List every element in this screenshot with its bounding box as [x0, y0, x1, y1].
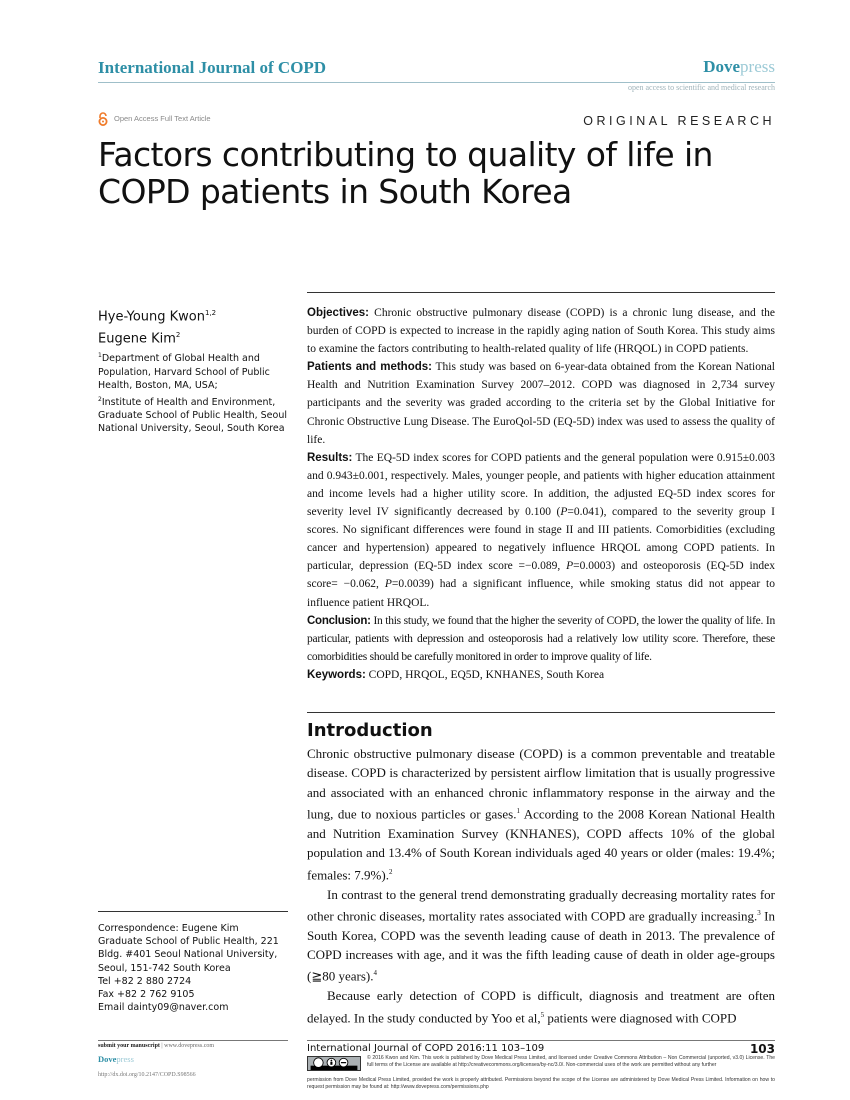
abstract-results: Results: The EQ-5D index scores for COPD patients and the general population were 0.915±0.003 and 0.943±0.001, respectively. Males, younger people, and patients with higher education attainment and income levels had a higher utility score. In addition, the adjusted EQ-5D index scores for severity level IV significantly decreased by 0.100 (P=0.041), compared to the severity group I scores. No significant differences were found in stage II and III patients. Comorbidities (excluding cancer and hypertension) appeared to negatively influence HRQOL among COPD patients. In particular, depression (EQ-5D index score =−0.089, P=0.0003) and osteoporosis (EQ-5D index score= −0.062, P=0.0039) had a significant influence, while smoking status did not appear to influence patient HRQOL. [307, 451, 775, 609]
affiliations [98, 349, 293, 436]
reference-link[interactable]: 2 [388, 867, 393, 876]
abstract-conclusion: Conclusion: In this study, we found that the higher the severity of COPD, the lower the quality of life. In particular, patients with depression and osteoporosis had a relatively low utility score. Therefore, these comorbidities should be carefully monitored in order to improve quality of life. [307, 614, 775, 663]
author-list [98, 304, 298, 349]
reference-link[interactable]: 3 [757, 908, 761, 917]
correspondence-line: Correspondence: Eugene Kim [98, 923, 239, 934]
publisher-tagline: open access to scientific and medical research [627, 83, 775, 92]
footer-dovepress-logo[interactable]: Dovepress [98, 1054, 134, 1064]
doi-link[interactable]: http://dx.doi.org/10.2147/COPD.S98566 [98, 1072, 196, 1078]
creative-commons-badge-icon[interactable] [307, 1056, 361, 1071]
correspondence-line: Bldg. #401 Seoul National University, [98, 949, 278, 961]
abstract-methods: Patients and methods: This study was based on 6-year-data obtained from the Korean National Health and Nutrition Examination Survey 2007–2012. COPD was diagnosed in 2,734 survey participants and the severity was graded according to the criteria set by the Global Initiative for Chronic Obstructive Lung Disease. The EuroQol-5D (EQ-5D) index was used to assess the quality of life. [307, 361, 776, 446]
page-number: 103 [749, 1042, 775, 1056]
introduction-body [307, 744, 775, 1027]
open-access-lock-icon [97, 112, 109, 126]
journal-title: International Journal of COPD [98, 58, 327, 77]
logo-part-dove: Dove [703, 57, 741, 76]
correspondence-line: Seoul, 151-742 South Korea [98, 962, 231, 974]
correspondence-rule [98, 911, 288, 912]
abstract-top-rule [307, 292, 775, 293]
citation-line: International Journal of COPD 2016:11 103–109 [307, 1043, 545, 1054]
article-type: ORIGINAL RESEARCH [583, 114, 775, 128]
abstract-bottom-rule [307, 712, 775, 713]
intro-paragraph: In contrast to the general trend demonstrating gradually decreasing mortality rates for other chronic diseases, mortality rates associated with COPD are gradually increasing.$^3$ In South Korea, COPD was the seventh leading cause of death in 2013. The prevalence of COPD increases with age, and it was the fifth leading cause of death in older age-groups (≧80 years).$^4$ [307, 886, 775, 984]
open-access-label: Open Access Full Text Article [114, 114, 211, 123]
author: Eugene Kim$^2$ [98, 331, 181, 347]
license-text: © 2016 Kwon and Kim. This work is published by Dove Medical Press Limited, and licensed under Creative Commons Attribution – Non Commercial (unported, v3.0) License. The full terms of the License are available at http://creativecommons.org/licenses/by-nc/3.0/. Non-commercial uses of the work are permitted without any further [367, 1055, 775, 1069]
footer-rule-left [98, 1040, 288, 1041]
license-text-continued: permission from Dove Medical Press Limited, provided the work is properly attributed. Permissions beyond the scope of the License are administered by Dove Medical Press Limited. Information on how to request permission may be found at: http://www.dovepress.com/permissions.php [307, 1077, 775, 1091]
header-divider [98, 82, 775, 83]
correspondence-email[interactable]: Email dainty09@naver.com [98, 1002, 229, 1014]
reference-link[interactable]: 1 [516, 807, 520, 816]
logo-part-press: press [740, 57, 775, 76]
abstract-objectives: Objectives: Chronic obstructive pulmonary disease (COPD) is a chronic lung disease, and the burden of COPD is expected to increase in the rapidly aging nation of South Korea. This study aims to examine the factors contributing to health-related quality of life (HRQOL) in COPD patients. [307, 307, 775, 356]
footer-rule-right [307, 1040, 775, 1041]
abstract-keywords: Keywords: COPD, HRQOL, EQ5D, KNHANES, South Korea [307, 668, 605, 681]
intro-paragraph: Chronic obstructive pulmonary disease (COPD) is a common preventable and treatable disease. COPD is characterized by persistent airflow limitation that is usually progressive and associated with an enhanced chronic inflammatory response in the airway and the lung, due to noxious particles or gases.$^1$ According to the 2008 Korean National Health and Nutrition Examination Survey (KNHANES), COPD affects 10% of the global population and 13.4% of South Korean individuals aged 40 years or older (males: 19.4%; females: 7.9%).$^2$ [307, 746, 775, 883]
abstract [307, 304, 775, 684]
dovepress-logo[interactable] [703, 57, 775, 77]
article-title: Factors contributing to quality of life in COPD patients in South Korea [98, 135, 713, 211]
correspondence-line: Tel +82 2 880 2724 [98, 975, 192, 987]
reference-link[interactable]: 5 [540, 1010, 545, 1019]
author: Hye-Young Kwon$^{1,2}$ [98, 309, 217, 325]
affiliation: $^2$Institute of Health and Environment, Graduate School of Public Health, Seoul National University, Seoul, South Korea [98, 395, 288, 435]
reference-link[interactable]: 4 [373, 969, 377, 978]
affiliation: $^1$Department of Global Health and Population, Harvard School of Public Health, Boston, MA, USA; [98, 352, 270, 391]
submit-manuscript-link[interactable]: submit your manuscript | www.dovepress.com [98, 1043, 215, 1049]
correspondence-line: Graduate School of Public Health, 221 [98, 936, 279, 948]
correspondence-line: Fax +82 2 762 9105 [98, 989, 195, 1001]
correspondence-block [98, 922, 298, 1014]
intro-paragraph: Because early detection of COPD is difficult, diagnosis and treatment are often delayed. In the study conducted by Yoo et al,$^5$ patients were diagnosed with COPD [307, 988, 775, 1025]
introduction-heading: Introduction [307, 720, 433, 741]
